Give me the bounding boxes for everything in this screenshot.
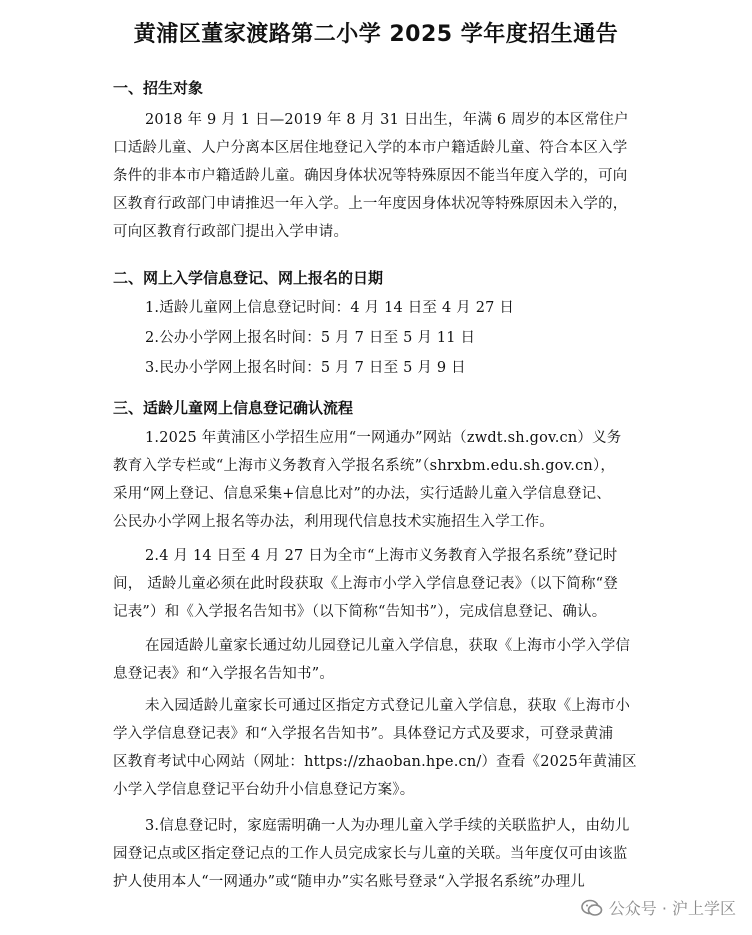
paragraph-in-kindergarten [113,632,643,688]
text-line: 区教育行政部门申请推迟一年入学。上一年度因身体状况等特殊原因未入学的， [113,196,628,212]
paragraph-process-2 [113,542,643,626]
text-line: 教育入学专栏或“上海市义务教育入学报名系统”（shrxbm.edu.sh.gov.cn）， [113,458,616,474]
text-line: 1.2025 年黄浦区小学招生应用“一网通办”网站（zwdt.sh.gov.cn）义务 [145,430,622,446]
paragraph-process-1 [113,424,643,536]
list-item-private-school-date: 3.民办小学网上报名时间：5 月 7 日至 5 月 9 日 [145,360,466,376]
text-line: 间， 适龄儿童必须在此时段获取《上海市小学入学信息登记表》（以下简称“登 [113,576,618,592]
text-line: 小学入学信息登记平台幼升小信息登记方案》。 [113,782,415,798]
text-line: 护人使用本人“一网通办”或“随申办”实名账号登录“入学报名系统”办理儿 [113,874,585,890]
section-heading-confirmation-process: 三、适龄儿童网上信息登记确认流程 [113,399,354,417]
text-line: 学入学信息登记表》和“入学报名告知书”。具体登记方式及要求，可登录黄浦 [113,726,614,742]
paragraph-not-in-kindergarten [113,692,643,804]
text-line: 3.信息登记时，家庭需明确一人为办理儿童入学手续的关联监护人，由幼儿 [145,818,630,834]
text-line: 在园适龄儿童家长通过幼儿园登记儿童入学信息，获取《上海市小学入学信 [145,638,631,654]
text-line: 口适龄儿童、人户分离本区居住地登记入学的本市户籍适龄儿童、符合本区入学 [113,140,628,156]
list-item-public-school-date: 2.公办小学网上报名时间：5 月 7 日至 5 月 11 日 [145,330,476,346]
page-title: 黄浦区董家渡路第二小学 2025 学年度招生通告 [133,22,619,47]
text-line: 公民办小学网上报名等办法，利用现代信息技术实施招生入学工作。 [113,514,554,530]
text-line: 未入园适龄儿童家长可通过区指定方式登记儿童入学信息，获取《上海市小 [145,698,631,714]
text-line: 采用“网上登记、信息采集+信息比对”的办法，实行适龄儿童入学信息登记、 [113,486,611,502]
text-line: 2.4 月 14 日至 4 月 27 日为全市“上海市义务教育入学报名系统”登记时 [145,548,618,564]
text-line: 区教育考试中心网站（网址：https://zhaoban.hpe.cn/）查看《2025年黄浦区 [113,754,637,770]
text-line: 可向区教育行政部门提出入学申请。 [113,224,349,240]
list-item-registration-date: 1.适龄儿童网上信息登记时间：4 月 14 日至 4 月 27 日 [145,300,515,316]
text-line: 息登记表》和“入学报名告知书”。 [113,666,335,682]
text-line: 2018 年 9 月 1 日—2019 年 8 月 31 日出生，年满 6 周岁的本区常住户 [145,112,629,128]
text-line: 记表”）和《入学报名告知书》（以下简称“告知书”），完成信息登记、确认。 [113,604,607,620]
text-line: 园登记点或区指定登记点的工作人员完成家长与儿童的关联。当年度仅可由该监 [113,846,628,862]
paragraph-enrollment-target [113,106,643,246]
watermark-text: 公众号 · 沪上学区 [608,899,736,918]
section-heading-registration-dates: 二、网上入学信息登记、网上报名的日期 [113,269,384,287]
wechat-official-account-icon [581,899,603,917]
text-line: 条件的非本市户籍适龄儿童。确因身体状况等特殊原因不能当年度入学的，可向 [113,168,628,184]
section-heading-enrollment-target: 一、招生对象 [113,79,204,97]
paragraph-process-3 [113,812,643,896]
watermark [581,896,736,919]
